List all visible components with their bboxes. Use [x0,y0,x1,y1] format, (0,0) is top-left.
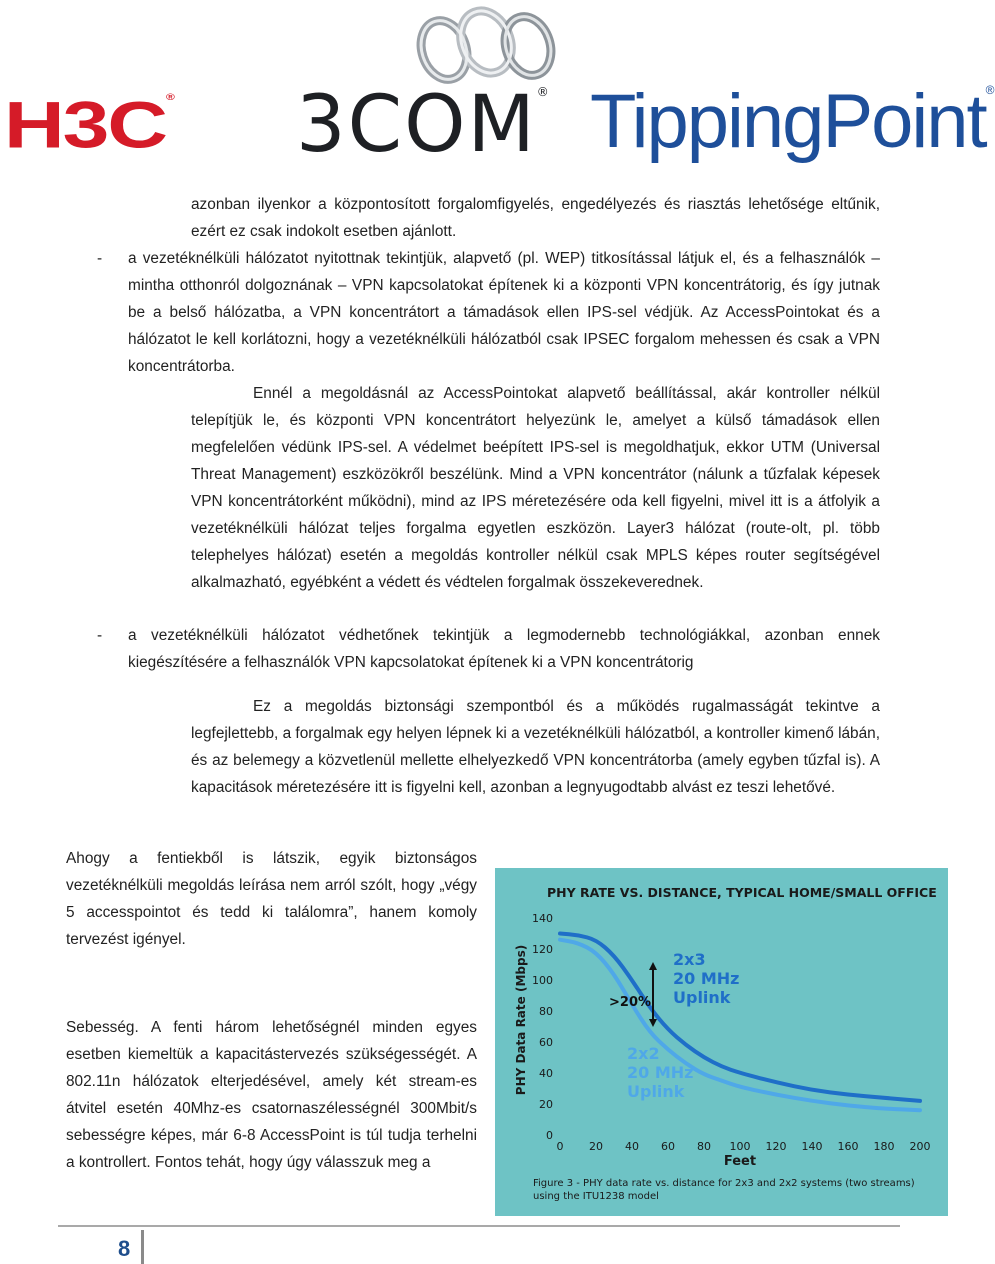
bullet-marker: - [97,250,103,267]
y-tick-label: 60 [539,1036,553,1049]
tippingpoint-logo [590,79,995,164]
x-tick-label: 80 [697,1140,711,1153]
bullet-open-network: a vezetéknélküli hálózatot nyitottnak tekintjük, alapvető (pl. WEP) titkosítással látjuk el, és a felhasználók – mintha otthonról dolgoznának – VPN kapcsolatokat építenek ki a központi VPN koncentrátorig, és így jutnak be a belső hálózatba, a VPN koncentrátort a támadások ellen IPS-sel védjük. Az AccessPointokat és a hálózatot le kell korlátozni, hogy a vezetéknélküli hálózatból csak IPSEC forgalom mehessen és csak a VPN koncentrátorba. [128,250,880,375]
paragraph-summary: Ahogy a fentiekből is látszik, egyik biztonságos vezetéknélküli megoldás leírása nem arról szólt, hogy „végy 5 accesspointot és tedd ki találomra”, hanem komoly tervezést igényel. [66,850,477,948]
x-tick-label: 180 [873,1140,895,1153]
chart-title: PHY RATE VS. DISTANCE, TYPICAL HOME/SMALL OFFICE [547,885,937,900]
registered-mark: ® [166,91,175,103]
bullet-protected-network: a vezetéknélküli hálózatot védhetőnek tekintjük a legmodernebb technológiákkal, azonban ennek kiegészítésére a felhasználók VPN kapcsolatokat építenek ki a VPN koncentrátorig [128,627,880,671]
y-tick-label: 100 [532,974,553,987]
paragraph-best-solution: Ez a megoldás biztonsági szempontból és a működés rugalmasságát tekintve a legfejlettebb, a forgalmak egy helyen lépnek ki a vezetéknélküli hálózatból, a kontroller kimenő lábán, és az belemegy a közvetlenül mellette elhelyezkedő VPN koncentrátorba (amely egyben tűzfal is). A kapacitások méretezésére itt is figyelni kell, azonban a legnyugodtabb alvást ez teszi lehetővé. [191,698,880,796]
x-tick-label: 100 [729,1140,751,1153]
paragraph-intro: azonban ilyenkor a központosított forgalomfigyelés, engedélyezés és riasztás lehetősége eltűnik, ezért ez csak indokolt esetben ajánlott. [191,196,880,240]
x-tick-label: 140 [801,1140,823,1153]
series-line-2x3 [560,934,920,1101]
y-tick-label: 140 [532,912,553,925]
3com-logo-text: 3COM [296,80,537,170]
chart-ylabel: PHY Data Rate (Mbps) [514,944,528,1096]
h3c-logo [4,88,175,162]
tippingpoint-logo-text: TippingPoint [590,79,986,164]
bullet-marker: - [97,627,103,644]
arrow-head-down-icon [649,1019,657,1027]
x-tick-label: 160 [837,1140,859,1153]
y-tick-label: 20 [539,1098,553,1111]
label-2x3: 2x3 20 MHz Uplink [673,950,740,1007]
paragraph-speed: Sebesség. A fenti három lehetőségnél minden egyes esetben kiemeltük a kapacitástervezés szükségességét. A 802.11n hálózatok elterjedésével, amely két stream-es átvitel esetén 40Mhz-es csatornaszélességnél 300Mbit/s sebességre képes, már 6-8 AccessPoint is túl tudja terhelni a kontrollert. Fontos tehát, hogy úgy válasszuk meg a [66,1019,477,1171]
registered-mark: ® [985,83,995,97]
x-tick-label: 20 [589,1140,603,1153]
footer-divider [58,1225,900,1227]
y-tick-label: 40 [539,1067,553,1080]
paragraph-vpn-solution: Ennél a megoldásnál az AccessPointokat alapvető beállítással, akár kontroller nélkül telepítjük le, és központi VPN koncentrátort helyezünk le, amelyet a külső támadások ellen megfelelően védünk IPS-sel. A védelmet beépített IPS-sel is megoldhatjuk, ekkor UTM (Universal Threat Management) eszközökről beszélünk. Mind a VPN koncentrátor (nálunk a tűzfalak képesek VPN koncentrátorként működni), mind az IPS méretezésére oda kell figyelni, mivel itt is a átfolyik a vezetéknélküli hálózat teljes forgalma egyetlen eszközön. Layer3 hálózat (route-olt, pl. több telephelyes hálózat) esetén a megoldás kontroller nélkül csak MPLS képes router segítségével alkalmazható, egyébként a védett és védtelen forgalmak összekeverednek. [191,385,880,591]
arrow-head-up-icon [649,962,657,970]
series-line-2x2 [560,940,920,1110]
x-tick-label: 120 [765,1140,787,1153]
h3c-logo-text: H3C [4,88,167,162]
phy-rate-chart [495,868,948,1216]
y-tick-label: 0 [546,1129,553,1142]
annotation-percent: >20% [609,995,652,1010]
y-tick-label: 80 [539,1005,553,1018]
y-tick-label: 120 [532,943,553,956]
x-tick-label: 0 [556,1140,564,1153]
x-tick-label: 200 [909,1140,931,1153]
3com-logo [296,80,549,170]
registered-mark: ® [536,85,549,99]
page-number: 8 [118,1236,131,1261]
chart-xlabel: Feet [723,1154,757,1169]
label-2x2: 2x2 20 MHz Uplink [627,1044,694,1101]
phy-rate-chart-svg [495,868,948,1216]
page-number-divider [141,1230,144,1264]
x-tick-label: 60 [661,1140,675,1153]
x-tick-label: 40 [625,1140,639,1153]
3com-rings-logo-icon [414,2,564,92]
chart-caption: Figure 3 - PHY data rate vs. distance for 2x3 and 2x2 systems (two streams) using the ITU1238 model [533,1178,915,1202]
